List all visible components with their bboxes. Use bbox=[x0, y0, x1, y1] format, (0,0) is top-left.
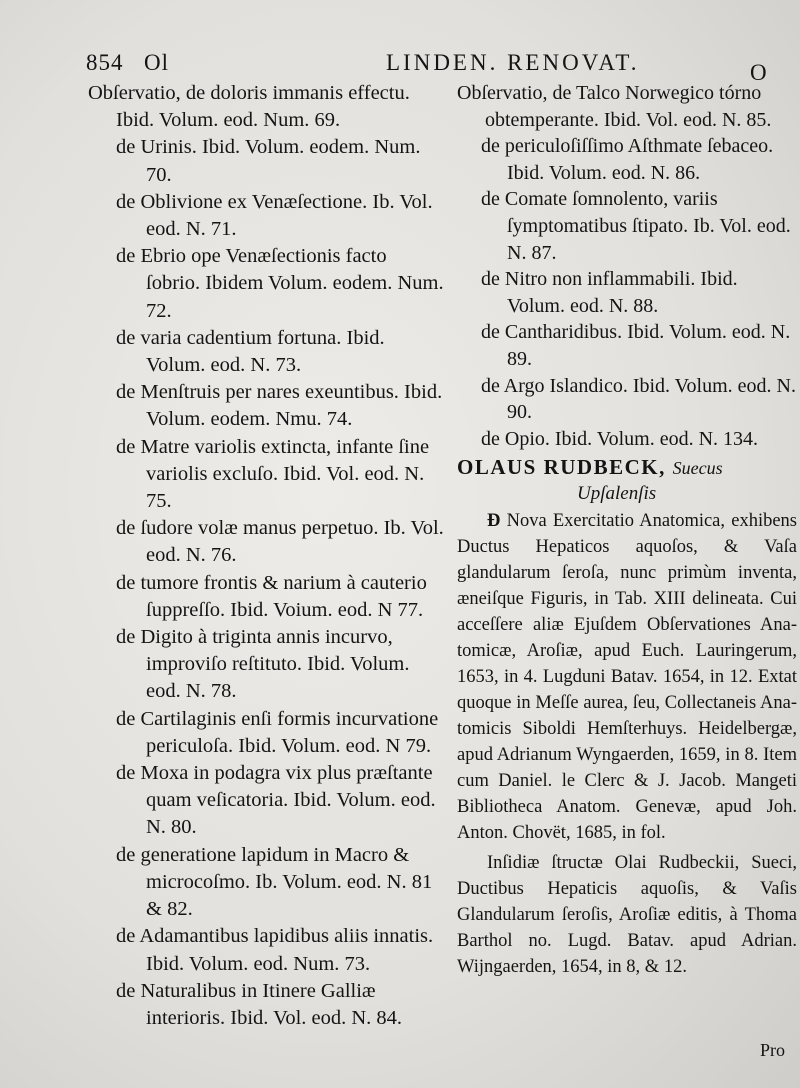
bibliography-entry: de Adamantibus lapidibus aliis innatis. Ibid. Volum. eod. Num. 73. bbox=[116, 925, 434, 975]
bibliography-entry: de generatione lapidum in Macro & microcoſmo. Ib. Volum. eod. N. 81 & 82. bbox=[116, 843, 433, 921]
bibliography-entry: de Opio. Ibid. Volum. eod. N. 134. bbox=[481, 427, 759, 450]
paragraph-symbol: Ð bbox=[487, 511, 501, 532]
bibliography-entry: de Comate ſomnolento, variis ſymptomatibus ſtipato. Ib. Vol. eod. N. 87. bbox=[481, 188, 791, 264]
bibliography-entry: de Digito à triginta annis incurvo, improviſo reſtituto. Ibid. Volum. eod. N. 78. bbox=[116, 626, 410, 703]
author-name: OLAUS RUDBECK, bbox=[457, 455, 666, 480]
bibliography-entry: de Moxa in podagra vix plus præſtante quam veſicatoria. Ibid. Volum. eod. N. 80. bbox=[116, 762, 436, 839]
work-description bbox=[457, 508, 797, 846]
section-mark: Ol bbox=[144, 50, 169, 75]
work-description-text: Nova Exercitatio Anatomica, exhibens Ductus Hepaticos aquoſos, & Vaſa glandularum ſeroſa, nunc primùm inventa, æneiſque Figuris, in Tab. XIII delineata. Cui acceſſere aliæ Ejuſdem Obſervationes Anatomicæ, Aroſiæ, apud Euch. Lauringerum, 1653, in 4. Lugduni Batav. 1654, in 12. Extat quoque in Meſſe aurea, ſeu, Collectaneis Anatomicis Siboldi Hemſterhuys. Heidelbergæ, apud Adrianum Wyngaerden, 1659, in 8. Item cum Daniel. le Clerc & J. Jacob. Mangeti Bibliotheca Anatom. Genevæ, apud Joh. Anton. Chovët, 1685, in fol. bbox=[457, 511, 797, 844]
bibliography-entry: Obſervatio, de Talco Norwegico tórno obtemperante. Ibid. Vol. eod. N. 85. bbox=[457, 82, 772, 131]
bibliography-entry: de Menſtruis per nares exeuntibus. Ibid. Volum. eodem. Nmu. 74. bbox=[116, 381, 443, 431]
bibliography-entry: de Urinis. Ibid. Volum. eodem. Num. 70. bbox=[116, 136, 421, 186]
bibliography-entry: de Nitro non inflammabili. Ibid. Volum. eod. N. 88. bbox=[481, 268, 738, 317]
bibliography-entry: de Oblivione ex Venæſectione. Ib. Vol. eod. N. 71. bbox=[116, 190, 433, 241]
bibliography-entry: de Cartilaginis enſi formis incurvatione periculoſa. Ibid. Volum. eod. N 79. bbox=[116, 707, 439, 757]
bibliography-entry: de Cantharidibus. Ibid. Volum. eod. N. 89. bbox=[481, 321, 791, 370]
bibliography-entry: de Naturalibus in Itinere Galliæ interioris. Ibid. Vol. eod. N. 84. bbox=[116, 979, 403, 1029]
bibliography-entry: de Matre variolis extincta, infante ſine variolis excluſo. Ibid. Vol. eod. N. 75. bbox=[116, 435, 430, 513]
related-work: Inſidiæ ſtructæ Olai Rudbeckii, Sueci, Ductibus Hepaticis aquoſis, & Vaſis Glandularum ſeroſis, Aroſiæ editis, à Thoma Barthol no. Lugd. Batav. apud Adrian. Wijngaerden, 1654, in 8, & 12. bbox=[457, 853, 797, 978]
right-column bbox=[457, 80, 797, 980]
author-origin: Suecus bbox=[672, 458, 723, 479]
bibliography-entry: Obſervatio, de doloris immanis effectu. Ibid. Volum. eod. Num. 69. bbox=[88, 82, 410, 132]
page-header bbox=[86, 50, 776, 85]
bibliography-entry: de ſudore volæ manus perpetuo. Ib. Vol. eod. N. 76. bbox=[116, 517, 444, 567]
page-number: 854 bbox=[86, 50, 124, 75]
left-column bbox=[88, 80, 444, 1032]
bibliography-entry: de Ebrio ope Venæſectionis facto ſobrio. Ibidem Volum. eodem. Num. 72. bbox=[116, 245, 444, 322]
catchword: Pro bbox=[760, 1040, 786, 1060]
bibliography-entry: de tumore frontis & narium à cauterio ſuppreſſo. Ibid. Voium. eod. N 77. bbox=[116, 571, 427, 621]
bibliography-entry: de Argo Islandico. Ibid. Volum. eod. N. 90. bbox=[481, 374, 796, 424]
bibliography-entry: de periculoſiſſimo Aſthmate ſebaceo. Ibid. Volum. eod. N. 86. bbox=[481, 135, 774, 184]
corner-letter: O bbox=[750, 60, 768, 85]
author-place: Upſalenſis bbox=[577, 483, 657, 505]
bibliography-entry: de varia cadentium fortuna. Ibid. Volum. eod. N. 73. bbox=[116, 326, 385, 377]
author-heading bbox=[457, 454, 797, 482]
running-title: LINDEN. RENOVAT. bbox=[386, 50, 640, 75]
